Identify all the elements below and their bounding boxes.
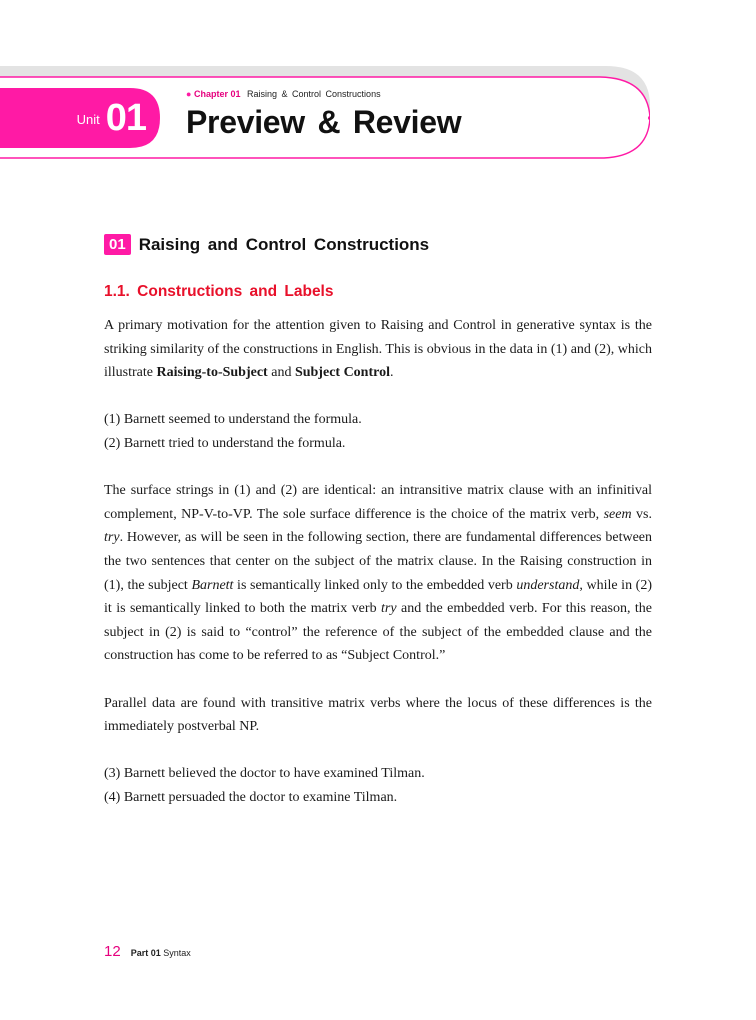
section-number-badge: 01 [104, 234, 131, 255]
body-text [104, 314, 652, 809]
chapter-number: 01 [230, 89, 241, 99]
text-run: is semantically linked only to the embedded verb [233, 577, 517, 593]
paragraph-2 [104, 479, 652, 668]
text-run: A primary motivation for the attention given to Raising and Control in generative syntax is the striking similarity of the constructions in English. This is obvious in the data in (1) and (2), which illustrate [104, 318, 652, 381]
unit-tab [0, 88, 160, 148]
term-seem: seem [603, 506, 632, 522]
paragraph-3: Parallel data are found with transitive matrix verbs where the locus of these differences is the immediately postverbal NP. [104, 695, 652, 735]
part-label [131, 948, 191, 958]
section-title: Raising and Control Constructions [138, 234, 430, 254]
example-1: (1) Barnett seemed to understand the formula. [104, 412, 362, 428]
unit-label: Unit [76, 111, 100, 127]
bullet-dot-icon: ● [186, 89, 192, 99]
unit-number: 01 [105, 96, 146, 139]
part-title: Syntax [163, 948, 191, 958]
term-raising-to-subject: Raising-to-Subject [156, 365, 268, 381]
term-understand: understand [516, 577, 580, 593]
term-barnett: Barnett [191, 577, 234, 593]
example-2: (2) Barnett tried to understand the formula. [104, 435, 346, 451]
example-4: (4) Barnett persuaded the doctor to examine Tilman. [104, 789, 398, 805]
subsection-title: 1.1. Constructions and Labels [104, 283, 334, 300]
page-title: Preview & Review [186, 104, 462, 140]
page-footer [104, 943, 191, 960]
paragraph-1 [104, 314, 652, 385]
term-try: try [381, 601, 397, 617]
part-number: 01 [150, 948, 161, 958]
term-try: try [104, 530, 120, 546]
page-number: 12 [104, 943, 121, 960]
text-run: and the embedded verb. For this reason, the subject in (2) is said to “control” the reference of the subject of the embedded clause and the construction has come to be referred to as “Subject Control.” [104, 601, 653, 664]
text-run: vs. [631, 506, 652, 522]
text-run: The surface strings in (1) and (2) are identical: an intransitive matrix clause with an infinitival complement, NP-V-to-VP. The sole surface difference is the choice of the matrix verb, [104, 483, 652, 522]
example-3: (3) Barnett believed the doctor to have examined Tilman. [104, 766, 425, 782]
chapter-label: Chapter [193, 89, 228, 99]
term-subject-control: Subject Control [294, 365, 390, 381]
text-run: . [389, 365, 394, 381]
section-heading [104, 234, 429, 255]
text-run: , while in (2) it is semantically linked to both the matrix verb [104, 577, 653, 617]
chapter-title: Raising & Control Constructions [247, 89, 381, 99]
text-run: and [267, 365, 295, 381]
part-word: Part [130, 948, 149, 958]
text-run: . However, as will be seen in the following section, there are fundamental differences between the two sentences that center on the subject of the matrix clause. In the Raising construction in (1), the subject [104, 530, 652, 593]
chapter-line [186, 89, 381, 99]
